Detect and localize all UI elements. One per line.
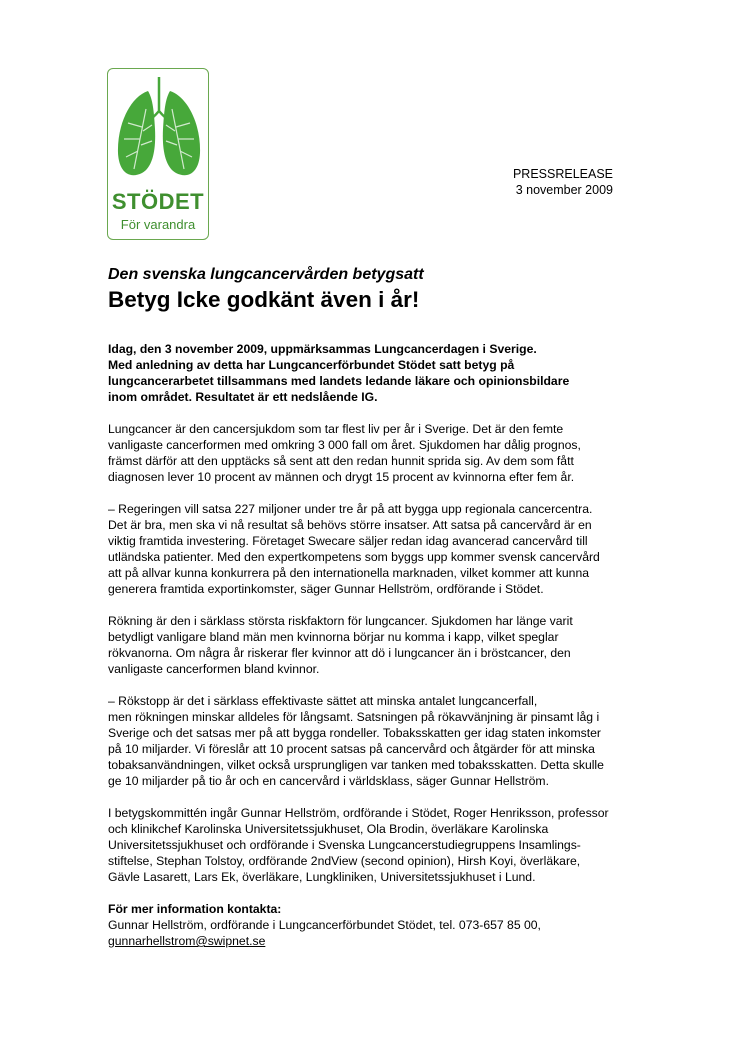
stodet-logo xyxy=(107,68,209,240)
text-line: viktig framtida investering. Företaget Swecare säljer redan idag avancerad cancervård till xyxy=(108,534,588,548)
text-line: betydligt vanligare bland män men kvinnorna börjar nu komma i kapp, vilket speglar xyxy=(108,630,559,644)
text-line: Universitetssjukhuset och ordförande i Svenska Lungcancerstudiegruppens Insamlings- xyxy=(108,838,581,852)
lead-line: Med anledning av detta har Lungcancerförbundet Stödet satt betyg på xyxy=(108,358,515,372)
text-line: vanligaste cancerformen bland kvinnor. xyxy=(108,662,320,676)
paragraph-government-quote xyxy=(108,501,628,597)
document-body xyxy=(108,341,628,965)
text-line: på 10 miljarder. Vi föreslår att 10 procent satsas på cancervård och åtgärder för att minska xyxy=(108,742,595,756)
lead-line: Idag, den 3 november 2009, uppmärksammas Lungcancerdagen i Sverige. xyxy=(108,342,537,356)
text-line: men rökningen minskar alldeles för långsamt. Satsningen på rökavvänjning är pinsamt låg i xyxy=(108,710,600,724)
logo-name: STÖDET xyxy=(111,189,205,214)
lungs-icon xyxy=(108,69,210,241)
press-release-date: 3 november 2009 xyxy=(515,183,613,197)
text-line: I betygskommittén ingår Gunnar Hellström, ordförande i Stödet, Roger Henriksson, professor xyxy=(108,806,609,820)
document-title: Betyg Icke godkänt även i år! xyxy=(108,287,420,312)
paragraph-committee xyxy=(108,805,628,885)
text-line: diagnosen lever 10 procent av männen och drygt 15 procent av kvinnorna efter fem år. xyxy=(108,470,575,484)
text-line: Rökning är den i särklass största riskfaktorn för lungcancer. Sjukdomen har länge varit xyxy=(108,614,573,628)
text-line: Gävle Lasarett, Lars Ek, överläkare, Lungkliniken, Universitetssjukhuset i Lund. xyxy=(108,870,536,884)
text-line: främst därför att den upptäcks så sent att den redan hunnit sprida sig. Av dem som fått xyxy=(108,454,574,468)
text-line: och klinikchef Karolinska Universitetssjukhuset, Ola Brodin, överläkare Karolinska xyxy=(108,822,549,836)
contact-block xyxy=(108,901,628,949)
text-line: stiftelse, Stephan Tolstoy, ordförande 2ndView (second opinion), Hirsh Koyi, överläkare, xyxy=(108,854,581,868)
text-line: – Rökstopp är det i särklass effektivaste sättet att minska antalet lungcancerfall, xyxy=(108,694,538,708)
contact-email-link[interactable]: gunnarhellstrom@swipnet.se xyxy=(108,934,266,948)
lead-paragraph xyxy=(108,341,628,405)
text-line: Det är bra, men ska vi nå resultat så behövs större insatser. Att satsa på cancervård är en xyxy=(108,518,592,532)
contact-heading: För mer information kontakta: xyxy=(108,902,282,916)
text-line: att på allvar kunna konkurrera på den internationella marknaden, vilket kommer att kunna xyxy=(108,566,589,580)
lead-line: inom området. Resultatet är ett nedslående IG. xyxy=(108,390,378,404)
press-release-label: PRESSRELEASE xyxy=(512,167,613,181)
text-line: Lungcancer är den cancersjukdom som tar flest liv per år i Sverige. Det är den femte xyxy=(108,422,564,436)
text-line: generera framtida exportinkomster, säger Gunnar Hellström, ordförande i Stödet. xyxy=(108,582,544,596)
text-line: tobaksanvändningen, vilket också ursprungligen var tanken med tobaksskatten. Detta skulle xyxy=(108,758,604,772)
contact-line: Gunnar Hellström, ordförande i Lungcancerförbundet Stödet, tel. 073-657 85 00, xyxy=(108,918,541,932)
press-release-header xyxy=(513,166,613,198)
text-line: Sverige och det satsas mer på att bygga rondeller. Tobaksskatten ger idag staten inkomster xyxy=(108,726,601,740)
text-line: ge 10 miljarder på tio år och en cancervård i världsklass, säger Gunnar Hellström. xyxy=(108,774,549,788)
document-subtitle: Den svenska lungcancervården betygsatt xyxy=(108,266,424,283)
text-line: utländska patienter. Med den expertkompetens som byggs upp kommer svensk cancervård xyxy=(108,550,600,564)
text-line: – Regeringen vill satsa 227 miljoner under tre år på att bygga upp regionala cancercentra. xyxy=(108,502,593,516)
text-line: rökvanorna. Om några år riskerar fler kvinnor att dö i lungcancer än i bröstcancer, den xyxy=(108,646,571,660)
text-line: vanligaste cancerformen med omkring 3 000 fall om året. Sjukdomen har dålig prognos, xyxy=(108,438,581,452)
paragraph-smoking-risk xyxy=(108,613,628,677)
lead-line: lungcancerarbetet tillsammans med landets ledande läkare och opinionsbildare xyxy=(108,374,570,388)
paragraph-lungcancer-facts xyxy=(108,421,628,485)
logo-tagline: För varandra xyxy=(120,217,196,232)
paragraph-smoking-stop-quote xyxy=(108,693,628,789)
